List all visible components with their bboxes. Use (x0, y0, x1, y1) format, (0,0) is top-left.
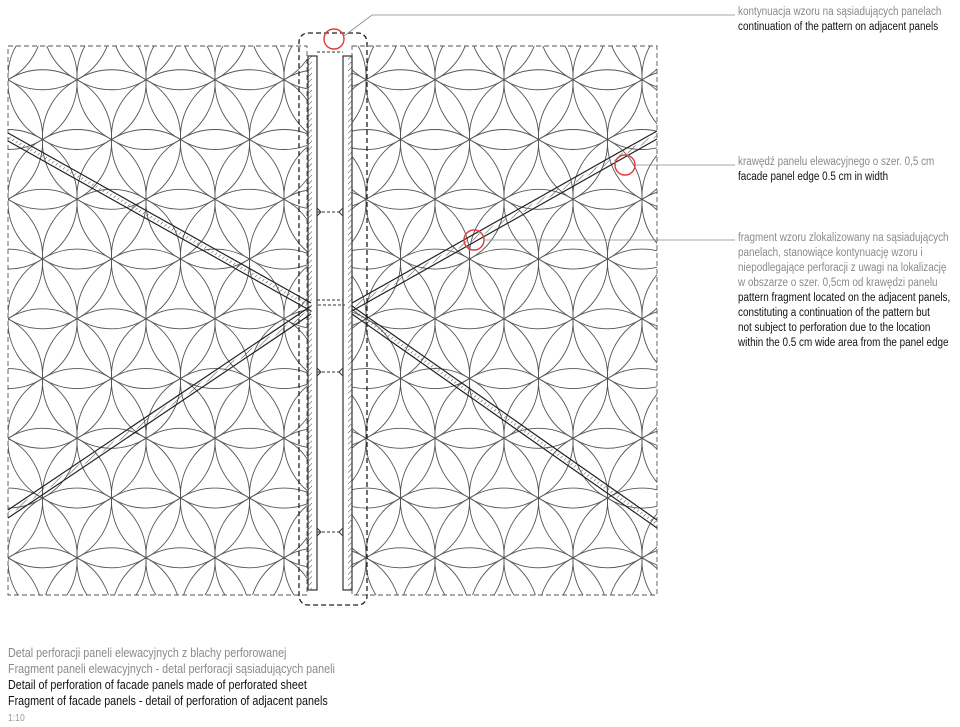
annotation-fragment-en-3: not subject to perforation due to the location (738, 322, 931, 334)
caption-line-4: Fragment of facade panels - detail of perforation of adjacent panels (8, 694, 328, 708)
annotation-continuation-en: continuation of the pattern on adjacent panels (738, 21, 939, 33)
annotation-edge-en: facade panel edge 0.5 cm in width (738, 171, 889, 183)
annotation-edge (738, 155, 934, 185)
callout-circle-edge (615, 155, 635, 175)
annotation-continuation-pl: kontynuacja wzoru na sąsiadujących panelach (738, 6, 942, 18)
right-panel-outline (352, 46, 657, 595)
panel-outlines (8, 33, 657, 605)
annotation-fragment (738, 231, 950, 351)
annotation-fragment-pl-4: w obszarze o szer. 0,5cm od krawędzi panelu (738, 277, 938, 289)
perforation-pattern-right (254, 0, 780, 682)
caption-scale: 1:10 (8, 713, 25, 724)
annotation-fragment-pl-1: fragment wzoru zlokalizowany na sąsiadujących (738, 232, 949, 244)
annotation-fragment-en-1: pattern fragment located on the adjacent panels, (738, 292, 951, 304)
annotation-continuation (738, 5, 941, 35)
callout-circle-continuation (324, 29, 344, 49)
annotation-edge-pl: krawędź panelu elewacyjnego o szer. 0,5 cm (738, 156, 935, 168)
annotation-fragment-pl-2: panelach, stanowiące kontynuację wzoru i (738, 247, 923, 259)
joint-profile (308, 52, 352, 590)
callout-markers (324, 29, 635, 250)
caption-line-3: Detail of perforation of facade panels made of perforated sheet (8, 678, 307, 692)
annotation-fragment-en-2: constituting a continuation of the pattern but (738, 307, 930, 319)
perforation-pattern-left (0, 0, 422, 682)
caption-line-1: Detal perforacji paneli elewacyjnych z blachy perforowanej (8, 646, 287, 660)
caption-line-2: Fragment paneli elewacyjnych - detal perforacji sąsiadujących paneli (8, 662, 335, 676)
annotation-fragment-en-4: within the 0.5 cm wide area from the panel edge (738, 337, 949, 349)
left-panel-outline (8, 46, 307, 595)
annotation-fragment-pl-3: niepodlegające perforacji z uwagi na lokalizację (738, 262, 947, 274)
